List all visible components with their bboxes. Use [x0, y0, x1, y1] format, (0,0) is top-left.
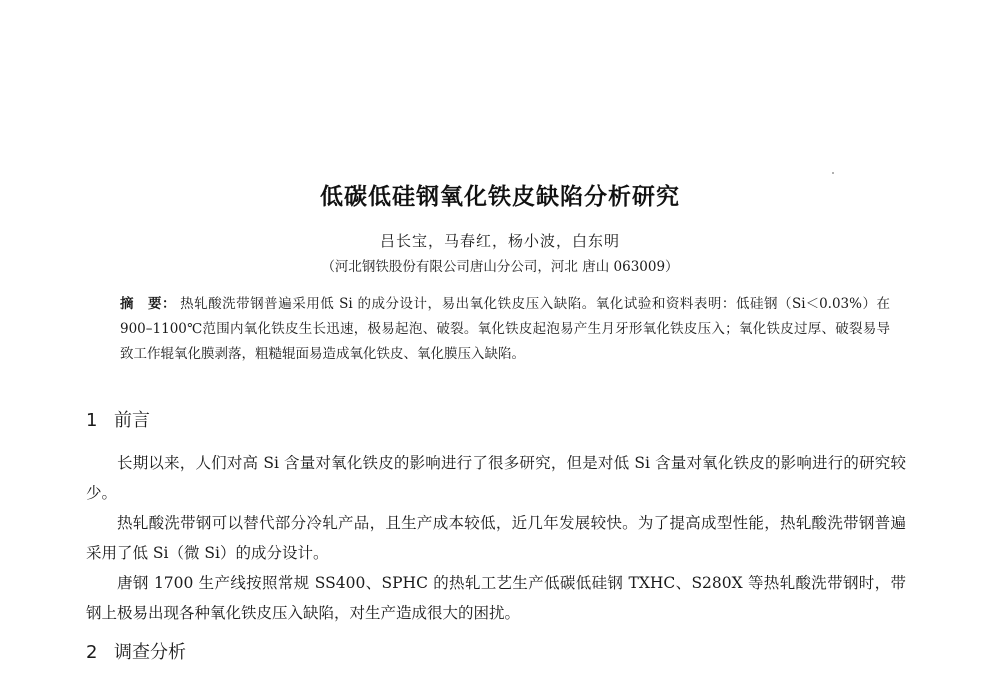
section-number: 1 — [86, 410, 98, 431]
paragraph: 长期以来，人们对高 Si 含量对氧化铁皮的影响进行了很多研究，但是对低 Si 含量对氧化铁皮的影响进行的研究较少。 — [86, 454, 906, 502]
section-heading-intro — [86, 406, 150, 432]
abstract-text: 热轧酸洗带钢普遍采用低 Si 的成分设计，易出氧化铁皮压入缺陷。氧化试验和资料表明：低硅钢（Si＜0.03%）在 900–1100℃范围内氧化铁皮生长迅速，极易起泡、破裂。氧化铁皮起泡易产生月牙形氧化铁皮压入；氧化铁皮过厚、破裂易导致工作辊氧化膜剥落，粗糙辊面易造成氧化铁皮、氧化膜压入缺陷。 — [120, 296, 890, 362]
section-title: 前言 — [114, 410, 150, 431]
section-number: 2 — [86, 642, 98, 663]
section-title: 调查分析 — [114, 642, 186, 663]
scan-speck — [832, 172, 834, 174]
abstract — [120, 292, 890, 367]
author-list: 吕长宝，马春红，杨小波，白东明 — [379, 232, 620, 250]
intro-body — [86, 448, 906, 628]
paper-title: 低碳低硅钢氧化铁皮缺陷分析研究 — [320, 184, 680, 210]
paragraph: 热轧酸洗带钢可以替代部分冷轧产品，且生产成本较低，近几年发展较快。为了提高成型性能，热轧酸洗带钢普遍采用了低 Si（微 Si）的成分设计。 — [86, 514, 906, 562]
abstract-label: 摘 要： — [120, 296, 177, 312]
affiliation: （河北钢铁股份有限公司唐山分公司，河北 唐山 063009） — [321, 259, 679, 275]
paragraph: 唐钢 1700 生产线按照常规 SS400、SPHC 的热轧工艺生产低碳低硅钢 TXHC、S280X 等热轧酸洗带钢时，带钢上极易出现各种氧化铁皮压入缺陷，对生产造成很大的困扰。 — [86, 574, 906, 622]
section-heading-survey — [86, 638, 186, 664]
